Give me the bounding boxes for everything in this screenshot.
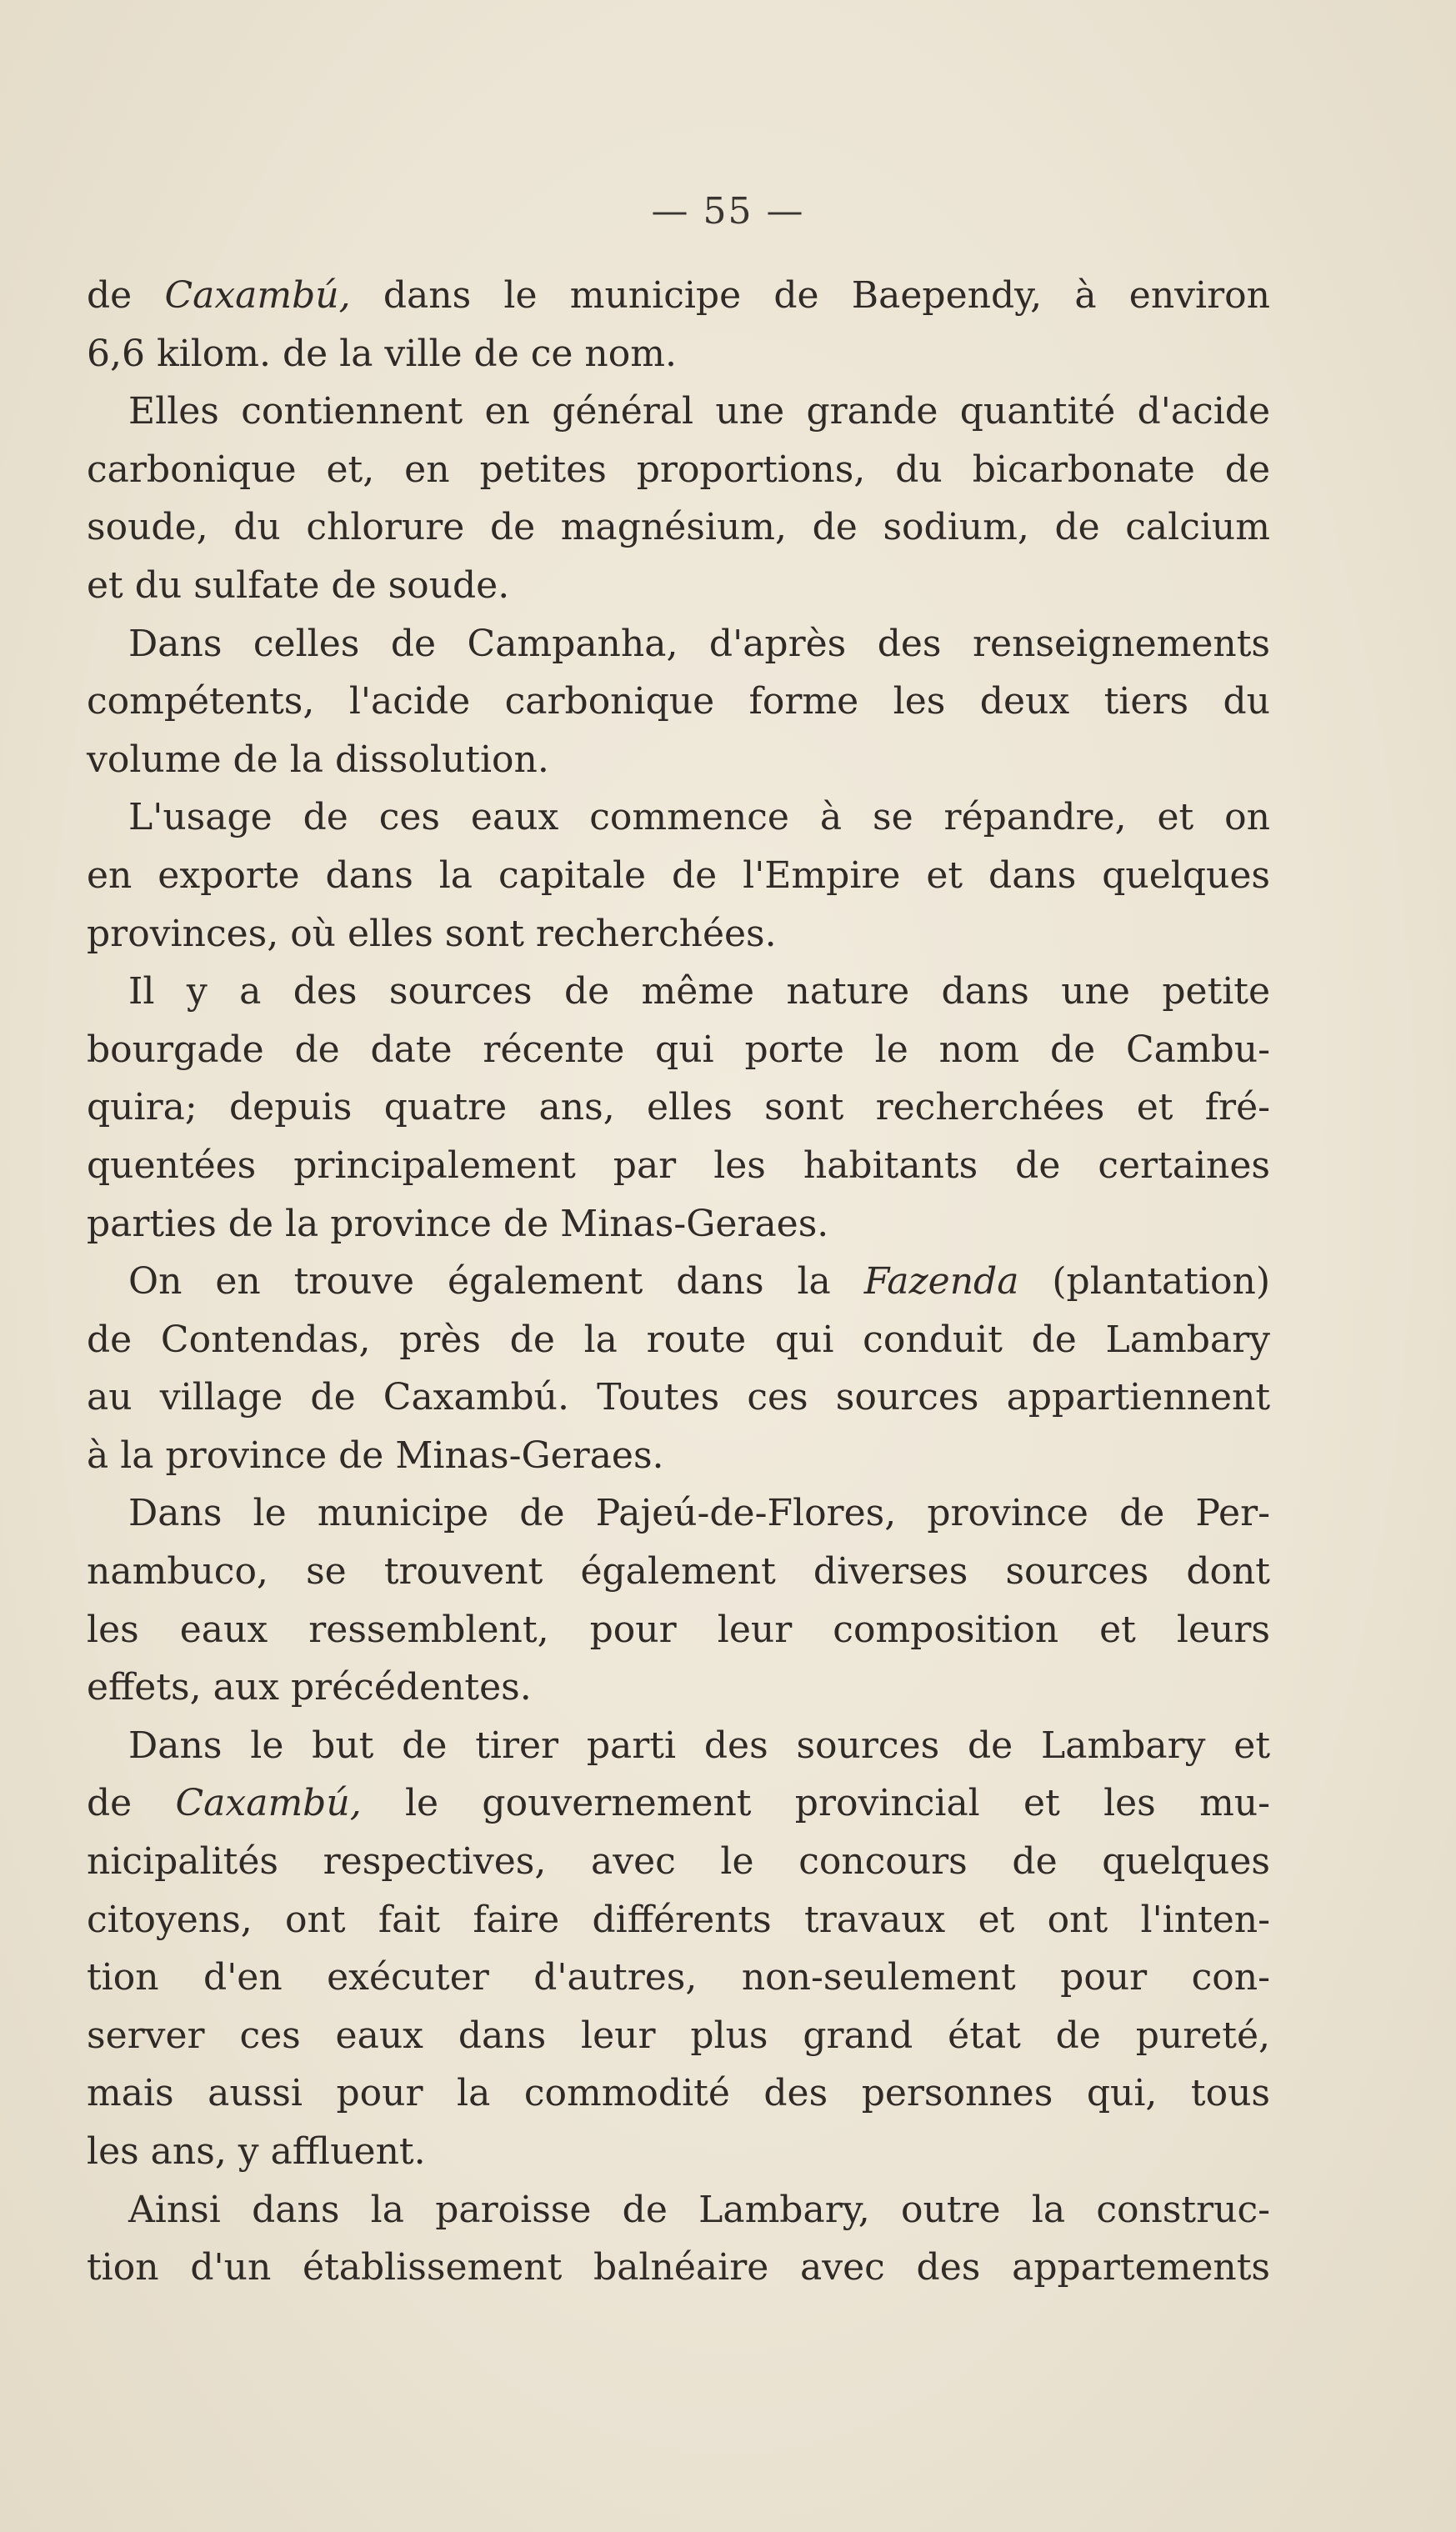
text-line: quentées principalement par les habitants de certaines <box>87 1143 1270 1187</box>
text-line: bourgade de date récente qui porte le nom de Cambu- <box>87 1028 1270 1071</box>
text-line: Dans le but de tirer parti des sources de Lambary et <box>128 1724 1270 1767</box>
text-line: les eaux ressemblent, pour leur composition et leurs <box>87 1608 1270 1651</box>
text-line: mais aussi pour la commodité des personnes qui, tous <box>87 2072 1270 2115</box>
text-line: et du sulfate de soude. <box>87 563 510 607</box>
text-line: compétents, l'acide carbonique forme les deux tiers du <box>87 680 1270 723</box>
text-line: L'usage de ces eaux commence à se répandre, et on <box>128 796 1270 839</box>
text-line: de Caxambú, dans le municipe de Baependy, à environ <box>87 274 1270 317</box>
text-line: au village de Caxambú. Toutes ces sources appartiennent <box>87 1376 1270 1419</box>
text-line: de Caxambú, le gouvernement provincial et les mu- <box>87 1782 1270 1825</box>
text-line: 6,6 kilom. de la ville de ce nom. <box>87 332 677 375</box>
text-line: effets, aux précédentes. <box>87 1666 532 1709</box>
text-line: Il y a des sources de même nature dans une petite <box>128 970 1270 1013</box>
text-line: Dans le municipe de Pajeú-de-Flores, province de Per- <box>128 1492 1270 1535</box>
text-line: On en trouve également dans la Fazenda (plantation) <box>128 1260 1270 1304</box>
body-text <box>87 267 1270 2297</box>
text-line: server ces eaux dans leur plus grand état de pureté, <box>87 2014 1270 2057</box>
text-line: volume de la dissolution. <box>87 738 549 781</box>
text-line: Elles contiennent en général une grande quantité d'acide <box>128 390 1270 433</box>
text-line: citoyens, ont fait faire différents travaux et ont l'inten- <box>87 1898 1270 1941</box>
text-line: parties de la province de Minas-Geraes. <box>87 1202 829 1245</box>
text-line: quira; depuis quatre ans, elles sont recherchées et fré- <box>87 1086 1270 1129</box>
text-line: soude, du chlorure de magnésium, de sodium, de calcium <box>87 506 1270 549</box>
text-line: provinces, où elles sont recherchées. <box>87 912 777 955</box>
text-line: Ainsi dans la paroisse de Lambary, outre la construc- <box>128 2188 1270 2231</box>
text-line: les ans, y affluent. <box>87 2130 426 2173</box>
text-line: Dans celles de Campanha, d'après des renseignements <box>128 622 1270 665</box>
text-line: nambuco, se trouvent également diverses sources dont <box>87 1550 1270 1594</box>
page-number: — 55 — <box>651 190 805 233</box>
text-line: tion d'en exécuter d'autres, non-seulement pour con- <box>87 1956 1270 1999</box>
text-line: à la province de Minas-Geraes. <box>87 1434 664 1477</box>
text-line: tion d'un établissement balnéaire avec des appartements <box>87 2246 1270 2289</box>
text-line: de Contendas, près de la route qui conduit de Lambary <box>87 1318 1270 1361</box>
text-line: carbonique et, en petites proportions, du bicarbonate de <box>87 448 1270 491</box>
text-line: nicipalités respectives, avec le concours de quelques <box>87 1840 1270 1884</box>
text-line: en exporte dans la capitale de l'Empire et dans quelques <box>87 853 1270 897</box>
